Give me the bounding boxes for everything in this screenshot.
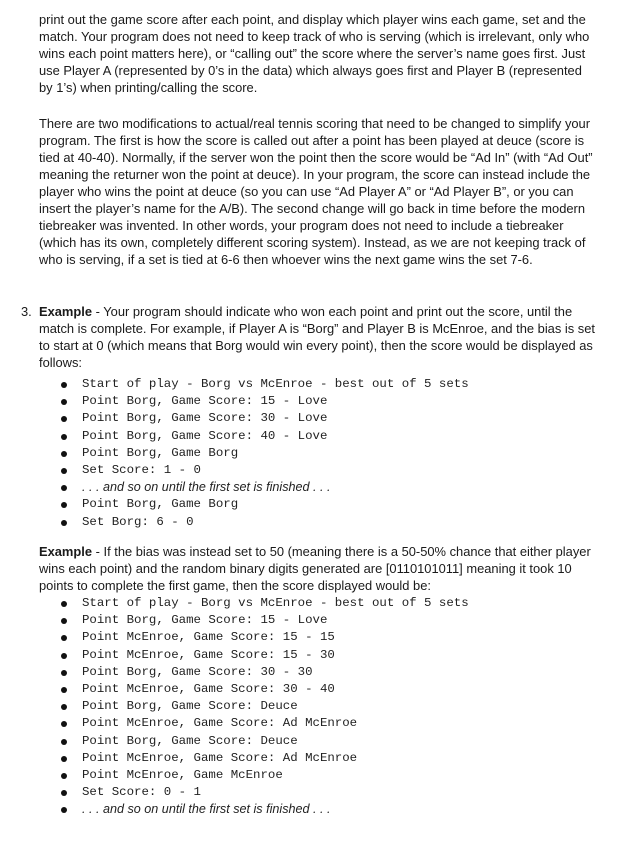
output-line: Set Score: 1 - 0 bbox=[58, 462, 469, 479]
output-line: Point Borg, Game Score: 40 - Love bbox=[58, 428, 469, 445]
example-2-label: Example bbox=[39, 544, 93, 559]
paragraph-intro: print out the game score after each point, and display which player wins each game, set and the match. Your program does not need to keep track of who is serving (which is irrelevant, only who wins each point matters here), or “calling out” the score where the server’s name goes first. Just use Player A (represented by 0’s in the data) which always goes first and Player B (represented by 1’s) when printing/calling the score. bbox=[39, 12, 590, 95]
output-line: Point McEnroe, Game Score: 15 - 30 bbox=[58, 647, 469, 664]
example-1-output-list bbox=[58, 376, 469, 531]
output-line: Point Borg, Game Score: 30 - 30 bbox=[58, 664, 469, 681]
item-number: 3. bbox=[21, 304, 32, 319]
output-line: Point McEnroe, Game Score: 30 - 40 bbox=[58, 681, 469, 698]
output-line: Point Borg, Game Borg bbox=[58, 496, 469, 513]
output-line: Start of play - Borg vs McEnroe - best out of 5 sets bbox=[58, 595, 469, 612]
output-line: Set Borg: 6 - 0 bbox=[58, 514, 469, 531]
ellipsis-note: . . . and so on until the first set is finished . . . bbox=[58, 479, 469, 496]
paragraph-modifications: There are two modifications to actual/real tennis scoring that need to be changed to simplify your program. The first is how the score is called out after a point has been played at deuce (score is tied at 40-40). Normally, if the server won the point then the score would be “Ad In” (with “Ad Out” meaning the returner won the point at deuce). In your program, the score can instead include the player who wins the point at deuce (so you can use “Ad Player A” or “Ad Player B”, or you can insert the player’s name for the A/B). The second change will go back in time before the modern tiebreaker was invented. In other words, your program does not need to include a tiebreaker (which has its own, completely different scoring system). Instead, as we are not keeping track of who is serving, if a set is tied at 6-6 then whoever wins the next game wins the set 7-6. bbox=[39, 116, 593, 267]
output-line: Point Borg, Game Score: 30 - Love bbox=[58, 410, 469, 427]
output-line: Point Borg, Game Score: 15 - Love bbox=[58, 393, 469, 410]
output-line: Point Borg, Game Score: Deuce bbox=[58, 733, 469, 750]
example-1-label: Example bbox=[39, 304, 93, 319]
output-line: Start of play - Borg vs McEnroe - best out of 5 sets bbox=[58, 376, 469, 393]
example-2-text: - If the bias was instead set to 50 (meaning there is a 50-50% chance that either player wins each point) and the random binary digits generated are [0110101011] meaning it took 10 points to complete the first game, then the score displayed would be: bbox=[39, 544, 591, 593]
ellipsis-note: . . . and so on until the first set is finished . . . bbox=[58, 801, 469, 818]
output-line: Point McEnroe, Game Score: Ad McEnroe bbox=[58, 750, 469, 767]
output-line: Point McEnroe, Game Score: 15 - 15 bbox=[58, 629, 469, 646]
output-line: Point Borg, Game Score: 15 - Love bbox=[58, 612, 469, 629]
example-2-paragraph bbox=[39, 543, 599, 594]
output-line: Point McEnroe, Game Score: Ad McEnroe bbox=[58, 715, 469, 732]
example-1-text: - Your program should indicate who won each point and print out the score, until the match is complete. For example, if Player A is “Borg” and Player B is McEnroe, and the bias is set to start at 0 (which means that Borg would win every point), then the score would be displayed as follows: bbox=[39, 304, 595, 370]
output-line: Point McEnroe, Game McEnroe bbox=[58, 767, 469, 784]
example-2-output-list bbox=[58, 595, 469, 818]
output-line: Set Score: 0 - 1 bbox=[58, 784, 469, 801]
output-line: Point Borg, Game Borg bbox=[58, 445, 469, 462]
example-1-paragraph bbox=[39, 303, 599, 371]
output-line: Point Borg, Game Score: Deuce bbox=[58, 698, 469, 715]
